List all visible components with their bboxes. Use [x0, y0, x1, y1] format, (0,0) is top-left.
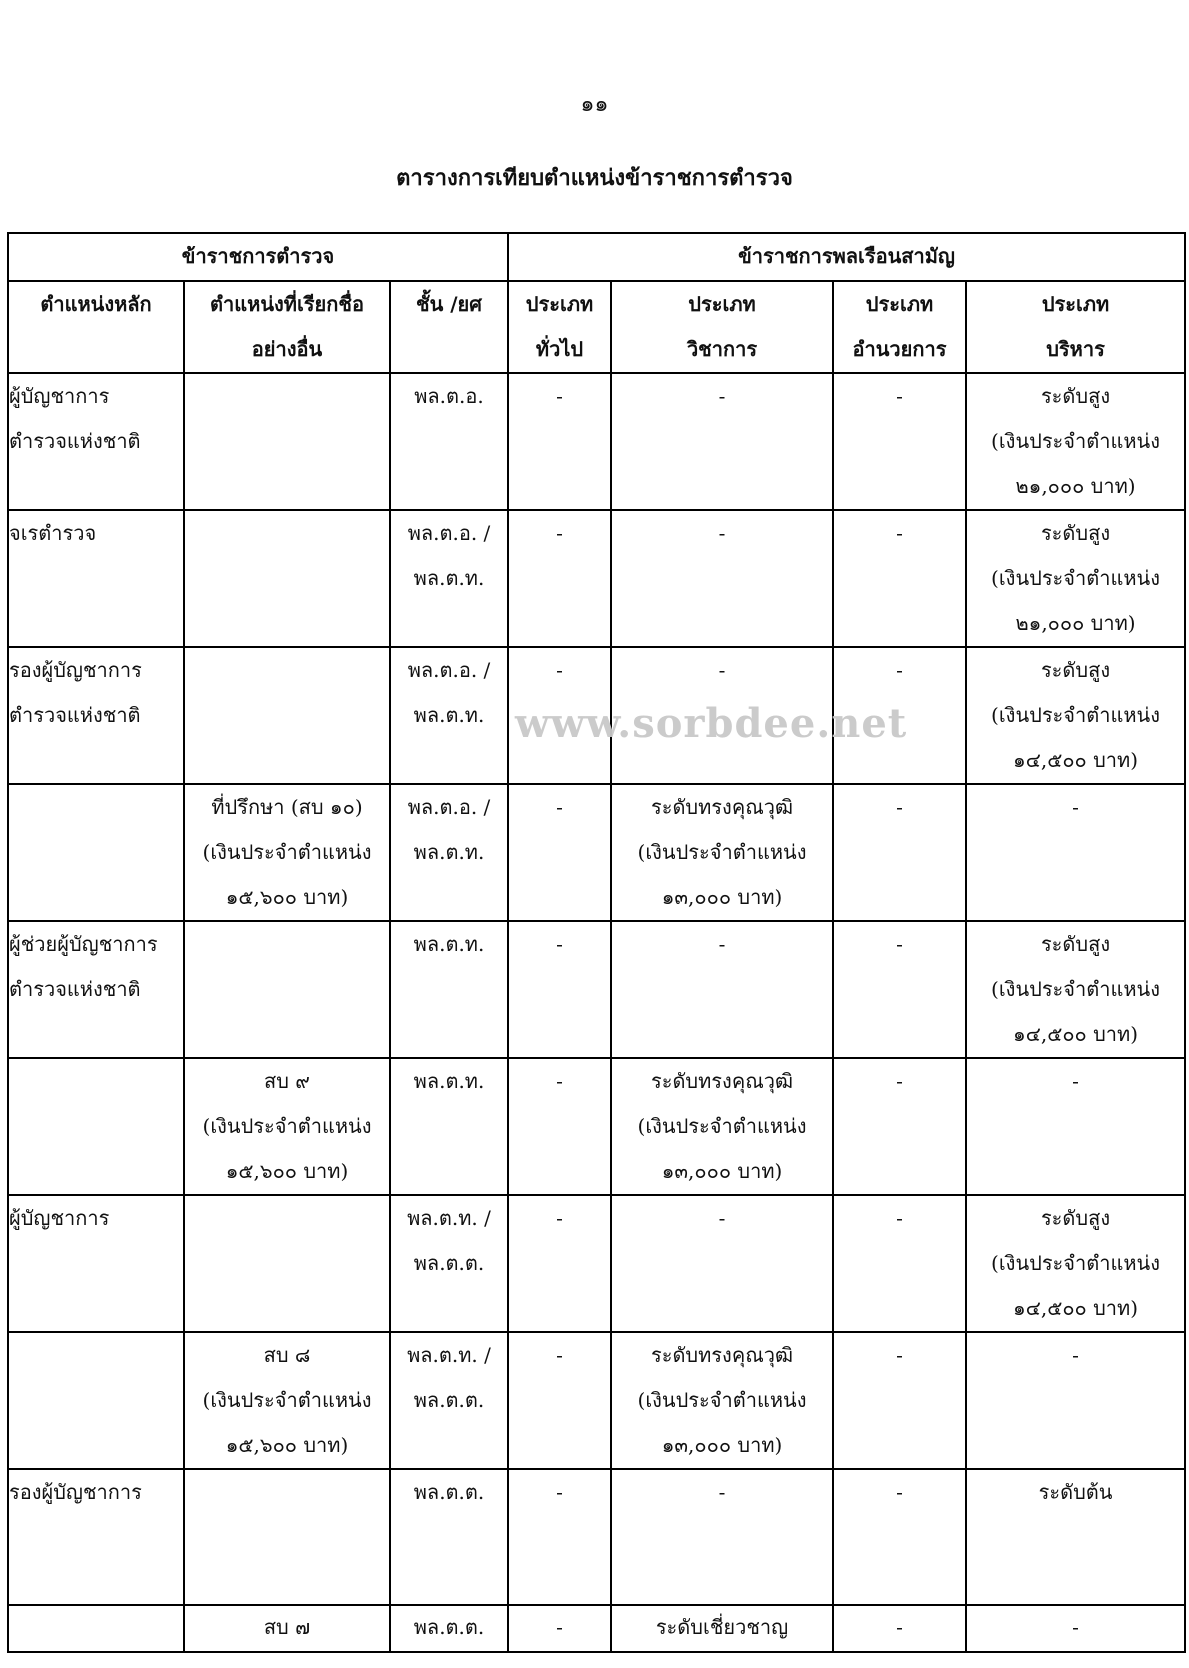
- cell-text: -: [556, 795, 563, 819]
- cell-text: -: [556, 1206, 563, 1230]
- cell-text: พล.ต.ต.: [413, 1388, 485, 1412]
- cell-general-type: [508, 921, 611, 1058]
- table-row: [8, 373, 1185, 510]
- cell-text: ๑๓,๐๐๐ บาท): [661, 885, 783, 909]
- cell-text: รองผู้บัญชาการ: [9, 1480, 142, 1504]
- cell-executive-type: [966, 1605, 1185, 1652]
- group-header-civil: ข้าราชการพลเรือนสามัญ: [508, 233, 1185, 281]
- cell-text: -: [718, 1206, 726, 1230]
- column-header-text: อำนวยการ: [852, 337, 947, 361]
- cell-text: ระดับสูง: [1040, 658, 1111, 682]
- cell-text: (เงินประจำตำแหน่ง: [991, 566, 1160, 590]
- cell-main-position: [8, 921, 184, 1058]
- cell-main-position: [8, 1469, 184, 1605]
- cell-academic-type: [611, 784, 833, 921]
- cell-text: -: [556, 384, 563, 408]
- column-header-other-title: [184, 281, 390, 373]
- column-header-text: ทั่วไป: [535, 337, 584, 361]
- cell-text: พล.ต.อ. /: [407, 795, 491, 819]
- cell-main-position: [8, 647, 184, 784]
- cell-text: พล.ต.ท.: [413, 566, 485, 590]
- cell-other-title: [184, 1605, 390, 1652]
- cell-text: (เงินประจำตำแหน่ง: [202, 1114, 372, 1138]
- cell-rank: [390, 510, 508, 647]
- cell-general-type: [508, 784, 611, 921]
- column-header-text: อย่างอื่น: [251, 337, 323, 361]
- cell-main-position: [8, 1332, 184, 1469]
- group-header-row: [8, 233, 1185, 281]
- cell-executive-type: [966, 510, 1185, 647]
- cell-rank: [390, 1058, 508, 1195]
- cell-text: พล.ต.อ. /: [407, 521, 491, 545]
- cell-general-type: [508, 1332, 611, 1469]
- cell-text: พล.ต.อ. /: [407, 658, 491, 682]
- column-header-text: ประเภท: [688, 292, 756, 316]
- cell-general-type: [508, 647, 611, 784]
- cell-general-type: [508, 1605, 611, 1652]
- cell-rank: [390, 921, 508, 1058]
- cell-text: -: [896, 1480, 903, 1504]
- table-row: [8, 1332, 1185, 1469]
- table-row: [8, 1605, 1185, 1652]
- cell-text: -: [896, 521, 903, 545]
- cell-text: พล.ต.ท.: [413, 703, 485, 727]
- column-header-text: ตำแหน่งหลัก: [40, 292, 152, 316]
- cell-text: รองผู้บัญชาการ: [9, 658, 142, 682]
- cell-text: พล.ต.ต.: [413, 1480, 485, 1504]
- cell-text: ตำรวจแห่งชาติ: [9, 429, 141, 453]
- cell-text: (เงินประจำตำแหน่ง: [637, 840, 807, 864]
- cell-text: ๒๑,๐๐๐ บาท): [1015, 474, 1136, 498]
- cell-director-type: [833, 784, 966, 921]
- cell-main-position: [8, 510, 184, 647]
- cell-other-title: [184, 1469, 390, 1605]
- cell-general-type: [508, 1195, 611, 1332]
- cell-text: ๑๕,๖๐๐ บาท): [225, 1433, 349, 1457]
- cell-text: ๑๔,๕๐๐ บาท): [1013, 1296, 1139, 1320]
- cell-text: ผู้บัญชาการ: [9, 384, 110, 408]
- cell-text: ๑๔,๕๐๐ บาท): [1013, 1022, 1139, 1046]
- cell-other-title: [184, 510, 390, 647]
- cell-other-title: [184, 1332, 390, 1469]
- cell-director-type: [833, 510, 966, 647]
- cell-text: -: [556, 521, 563, 545]
- cell-text: ระดับทรงคุณวุฒิ: [650, 1343, 794, 1367]
- cell-rank: [390, 647, 508, 784]
- table-row: [8, 784, 1185, 921]
- table-row: [8, 1058, 1185, 1195]
- cell-text: พล.ต.อ.: [414, 384, 484, 408]
- table-row: [8, 647, 1185, 784]
- cell-text: สบ ๘: [263, 1343, 311, 1367]
- cell-academic-type: [611, 1058, 833, 1195]
- cell-academic-type: [611, 1469, 833, 1605]
- cell-text: ที่ปรึกษา (สบ ๑๐): [211, 795, 363, 819]
- cell-director-type: [833, 1605, 966, 1652]
- cell-executive-type: [966, 373, 1185, 510]
- cell-text: ระดับสูง: [1040, 1206, 1111, 1230]
- cell-other-title: [184, 373, 390, 510]
- cell-text: (เงินประจำตำแหน่ง: [202, 840, 372, 864]
- cell-text: -: [1072, 1615, 1079, 1639]
- document-title: ตารางการเทียบตำแหน่งข้าราชการตำรวจ: [396, 165, 793, 191]
- cell-academic-type: [611, 647, 833, 784]
- cell-text: ๑๔,๕๐๐ บาท): [1013, 748, 1139, 772]
- cell-academic-type: [611, 921, 833, 1058]
- table-row: [8, 1195, 1185, 1332]
- cell-director-type: [833, 1469, 966, 1605]
- cell-text: (เงินประจำตำแหน่ง: [637, 1114, 807, 1138]
- column-header-text: วิชาการ: [686, 337, 758, 361]
- cell-text: -: [896, 932, 903, 956]
- cell-text: พล.ต.ต.: [413, 1251, 485, 1275]
- cell-text: -: [1072, 795, 1079, 819]
- cell-director-type: [833, 373, 966, 510]
- cell-other-title: [184, 1195, 390, 1332]
- cell-text: (เงินประจำตำแหน่ง: [991, 703, 1160, 727]
- cell-text: -: [718, 384, 726, 408]
- cell-text: -: [556, 1615, 563, 1639]
- cell-other-title: [184, 921, 390, 1058]
- cell-text: ตำรวจแห่งชาติ: [9, 977, 141, 1001]
- cell-director-type: [833, 1332, 966, 1469]
- cell-text: ระดับเชี่ยวชาญ: [655, 1615, 789, 1639]
- cell-text: พล.ต.ท.: [413, 840, 485, 864]
- cell-text: สบ ๙: [264, 1069, 310, 1093]
- cell-director-type: [833, 921, 966, 1058]
- cell-text: -: [556, 1480, 563, 1504]
- cell-text: -: [718, 932, 726, 956]
- cell-text: จเรตำรวจ: [9, 521, 97, 545]
- cell-academic-type: [611, 373, 833, 510]
- cell-text: ระดับทรงคุณวุฒิ: [650, 795, 794, 819]
- watermark: www.sorbdee.net: [515, 700, 908, 747]
- cell-executive-type: [966, 1058, 1185, 1195]
- cell-general-type: [508, 1058, 611, 1195]
- cell-rank: [390, 1469, 508, 1605]
- page-number: ๑๑: [580, 92, 609, 117]
- cell-text: -: [718, 1480, 726, 1504]
- cell-executive-type: [966, 1469, 1185, 1605]
- cell-text: สบ ๗: [263, 1615, 311, 1639]
- cell-general-type: [508, 373, 611, 510]
- position-comparison-table: [7, 232, 1186, 1653]
- cell-other-title: [184, 1058, 390, 1195]
- cell-text: (เงินประจำตำแหน่ง: [991, 977, 1160, 1001]
- cell-text: ผู้บัญชาการ: [9, 1206, 110, 1230]
- cell-other-title: [184, 784, 390, 921]
- cell-text: ระดับต้น: [1038, 1480, 1113, 1504]
- cell-text: -: [896, 1615, 903, 1639]
- cell-rank: [390, 1195, 508, 1332]
- cell-rank: [390, 1605, 508, 1652]
- cell-text: -: [1072, 1343, 1079, 1367]
- cell-text: ตำรวจแห่งชาติ: [9, 703, 141, 727]
- cell-academic-type: [611, 1195, 833, 1332]
- group-header-police: ข้าราชการตำรวจ: [8, 233, 508, 281]
- cell-executive-type: [966, 784, 1185, 921]
- cell-rank: [390, 1332, 508, 1469]
- cell-text: (เงินประจำตำแหน่ง: [991, 1251, 1160, 1275]
- cell-academic-type: [611, 510, 833, 647]
- column-header-text: ตำแหน่งที่เรียกชื่อ: [210, 292, 364, 316]
- cell-text: -: [556, 1343, 563, 1367]
- cell-academic-type: [611, 1605, 833, 1652]
- column-header-director-type: [833, 281, 966, 373]
- cell-text: -: [1072, 1069, 1079, 1093]
- cell-text: -: [896, 795, 903, 819]
- cell-text: ระดับสูง: [1040, 384, 1111, 408]
- cell-text: ๑๕,๖๐๐ บาท): [225, 885, 349, 909]
- cell-text: -: [896, 1343, 903, 1367]
- cell-main-position: [8, 784, 184, 921]
- cell-other-title: [184, 647, 390, 784]
- column-header-executive-type: [966, 281, 1185, 373]
- cell-main-position: [8, 1195, 184, 1332]
- cell-executive-type: [966, 1195, 1185, 1332]
- cell-rank: [390, 373, 508, 510]
- cell-text: (เงินประจำตำแหน่ง: [202, 1388, 372, 1412]
- cell-text: -: [556, 932, 563, 956]
- cell-rank: [390, 784, 508, 921]
- cell-text: ผู้ช่วยผู้บัญชาการ: [9, 932, 158, 956]
- cell-text: พล.ต.ต.: [413, 1615, 485, 1639]
- cell-text: ระดับสูง: [1040, 521, 1111, 545]
- cell-text: -: [718, 521, 726, 545]
- cell-text: ๑๓,๐๐๐ บาท): [661, 1159, 783, 1183]
- cell-text: -: [556, 1069, 563, 1093]
- table-row: [8, 921, 1185, 1058]
- column-header-text: ประเภท: [1041, 292, 1110, 316]
- table-row: [8, 1469, 1185, 1605]
- cell-general-type: [508, 510, 611, 647]
- cell-text: พล.ต.ท. /: [407, 1343, 491, 1367]
- table-body: [8, 373, 1185, 1652]
- cell-text: -: [896, 384, 903, 408]
- cell-text: ระดับสูง: [1040, 932, 1111, 956]
- column-header-text: ชั้น /ยศ: [416, 292, 482, 316]
- column-header-text: ประเภท: [865, 292, 934, 316]
- cell-text: ระดับทรงคุณวุฒิ: [650, 1069, 794, 1093]
- column-header-text: บริหาร: [1046, 337, 1105, 361]
- cell-main-position: [8, 1058, 184, 1195]
- cell-general-type: [508, 1469, 611, 1605]
- cell-text: -: [896, 1206, 903, 1230]
- cell-main-position: [8, 1605, 184, 1652]
- column-header-general-type: [508, 281, 611, 373]
- cell-text: (เงินประจำตำแหน่ง: [991, 429, 1160, 453]
- cell-text: ๑๓,๐๐๐ บาท): [661, 1433, 783, 1457]
- cell-text: -: [896, 658, 903, 682]
- cell-text: (เงินประจำตำแหน่ง: [637, 1388, 807, 1412]
- cell-text: พล.ต.ท. /: [407, 1206, 491, 1230]
- cell-director-type: [833, 1058, 966, 1195]
- cell-text: ๒๑,๐๐๐ บาท): [1015, 611, 1136, 635]
- column-header-main-position: [8, 281, 184, 373]
- column-header-academic-type: [611, 281, 833, 373]
- cell-text: -: [718, 658, 726, 682]
- column-header-text: ประเภท: [525, 292, 594, 316]
- cell-executive-type: [966, 921, 1185, 1058]
- cell-text: ๑๕,๖๐๐ บาท): [225, 1159, 349, 1183]
- cell-text: พล.ต.ท.: [413, 932, 485, 956]
- cell-executive-type: [966, 647, 1185, 784]
- column-header-row: [8, 281, 1185, 373]
- column-header-rank: [390, 281, 508, 373]
- cell-director-type: [833, 647, 966, 784]
- table-row: [8, 510, 1185, 647]
- cell-text: -: [896, 1069, 903, 1093]
- cell-executive-type: [966, 1332, 1185, 1469]
- cell-text: -: [556, 658, 563, 682]
- cell-academic-type: [611, 1332, 833, 1469]
- cell-text: พล.ต.ท.: [413, 1069, 485, 1093]
- cell-main-position: [8, 373, 184, 510]
- cell-director-type: [833, 1195, 966, 1332]
